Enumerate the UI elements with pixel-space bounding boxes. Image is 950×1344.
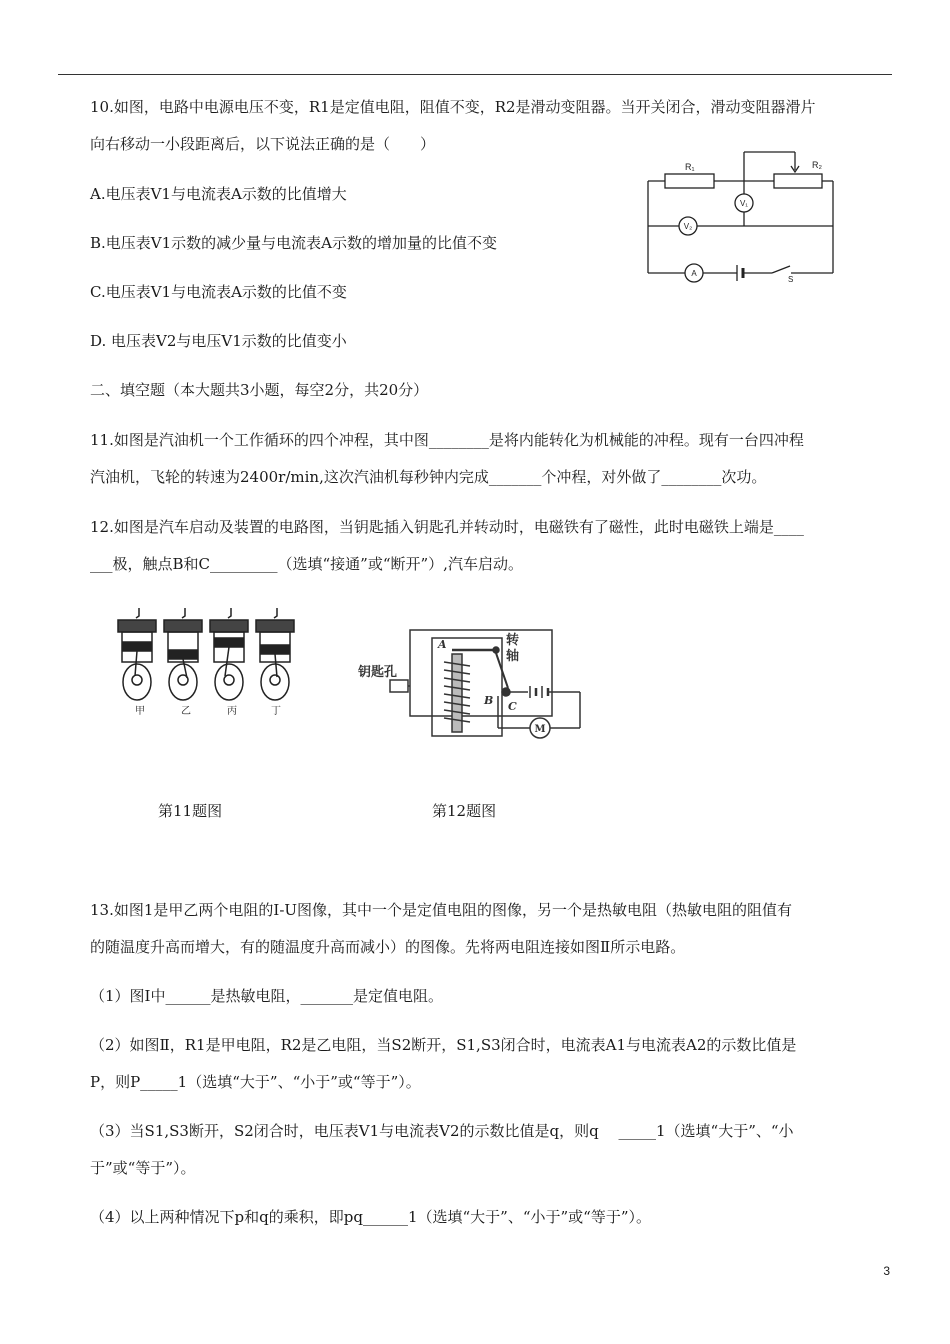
q13-sub2-line1: （2）如图Ⅱ，R1是甲电阻，R2是乙电阻，当S2断开，S1,S3闭合时，电流表A1与电流表A2的示数比值是 [90,1036,797,1054]
top-rule [58,74,892,75]
label-b: B [484,694,494,707]
q11-figure-caption: 第11题图 [158,802,223,820]
ammeter-label: A [691,269,697,278]
q10-option-a: A.电压表V1与电流表A示数的比值增大 [90,185,347,203]
q13-line1: 13.如图1是甲乙两个电阻的I-U图像，其中一个是定值电阻的图像，另一个是热敏电阻（热敏电阻的阻值有 [90,901,793,919]
keyhole-label: 钥匙孔 [358,665,398,680]
q10-stem-line1: 10.如图，电路中电源电压不变，R1是定值电阻，阻值不变，R2是滑动变阻器。当开关闭合，滑动变阻器滑片 [90,98,816,116]
r2-label: R₂ [812,160,822,170]
q10-stem-line2: 向右移动一小段距离后，以下说法正确的是（ ） [90,135,436,153]
v1-label: V₁ [739,199,749,208]
q12-line1: 12.如图是汽车启动及装置的电路图，当钥匙插入钥匙孔并转动时，电磁铁有了磁性，此时电磁铁上端是____ [90,518,804,536]
engine-diagram [118,608,156,700]
q10-circuit-diagram [640,148,840,288]
q12-ignition-figure [358,626,588,746]
q12-line2: ___极，触点B和C_________（选填“接通”或“断开”）,汽车启动。 [90,555,523,573]
q13-sub1: （1）图Ⅰ中______是热敏电阻，_______是定值电阻。 [90,987,443,1005]
q10-option-c: C.电压表V1与电流表A示数的比值不变 [90,283,347,301]
q13-line2: 的随温度升高而增大，有的随温度升高而减小）的图像。先将两电阻连接如图Ⅱ所示电路。 [90,938,686,956]
engine-label-bing: 丙 [227,706,237,717]
page-number: 3 [883,1264,890,1278]
q12-figure-caption: 第12题图 [432,802,497,820]
pivot-label-2: 轴 [506,649,520,664]
engine-diagram [164,608,202,700]
label-c: C [508,700,517,713]
engine-label-yi: 乙 [181,706,191,717]
switch-label: S [788,275,794,284]
engine-diagram [210,608,248,700]
engine-diagram [256,608,294,700]
q10-option-d: D. 电压表V2与电压V1示数的比值变小 [90,332,347,350]
engine-label-jia: 甲 [135,706,145,717]
section2-heading: 二、填空题（本大题共3小题，每空2分，共20分） [90,381,429,399]
q13-sub4: （4）以上两种情况下p和q的乘积，即pq______1（选填“大于”、“小于”或“等于”）。 [90,1208,652,1226]
motor-label: M [534,724,546,735]
q13-sub3-line1: （3）当S1,S3断开，S2闭合时，电压表V1与电流表V2的示数比值是q，则q _____1（选填“大于”、“小 [90,1122,794,1140]
q13-sub2-line2: P，则P_____1（选填“大于”、“小于”或“等于”）。 [90,1073,421,1091]
q11-line2: 汽油机，飞轮的转速为2400r/min,这次汽油机每秒钟内完成_______个冲程，对外做了________次功。 [90,468,767,486]
q11-line1: 11.如图是汽油机一个工作循环的四个冲程，其中图________是将内能转化为机械能的冲程。现有一台四冲程 [90,431,804,449]
q10-option-b: B.电压表V1示数的减少量与电流表A示数的增加量的比值不变 [90,234,498,252]
r1-label: R₁ [685,162,695,172]
pivot-label-1: 转 [506,633,520,648]
q13-sub3-line2: 于”或“等于”）。 [90,1159,196,1177]
engine-label-ding: 丁 [271,706,281,717]
v2-label: V₂ [683,222,693,231]
label-a: A [438,638,447,651]
q11-engine-figure [112,600,312,720]
